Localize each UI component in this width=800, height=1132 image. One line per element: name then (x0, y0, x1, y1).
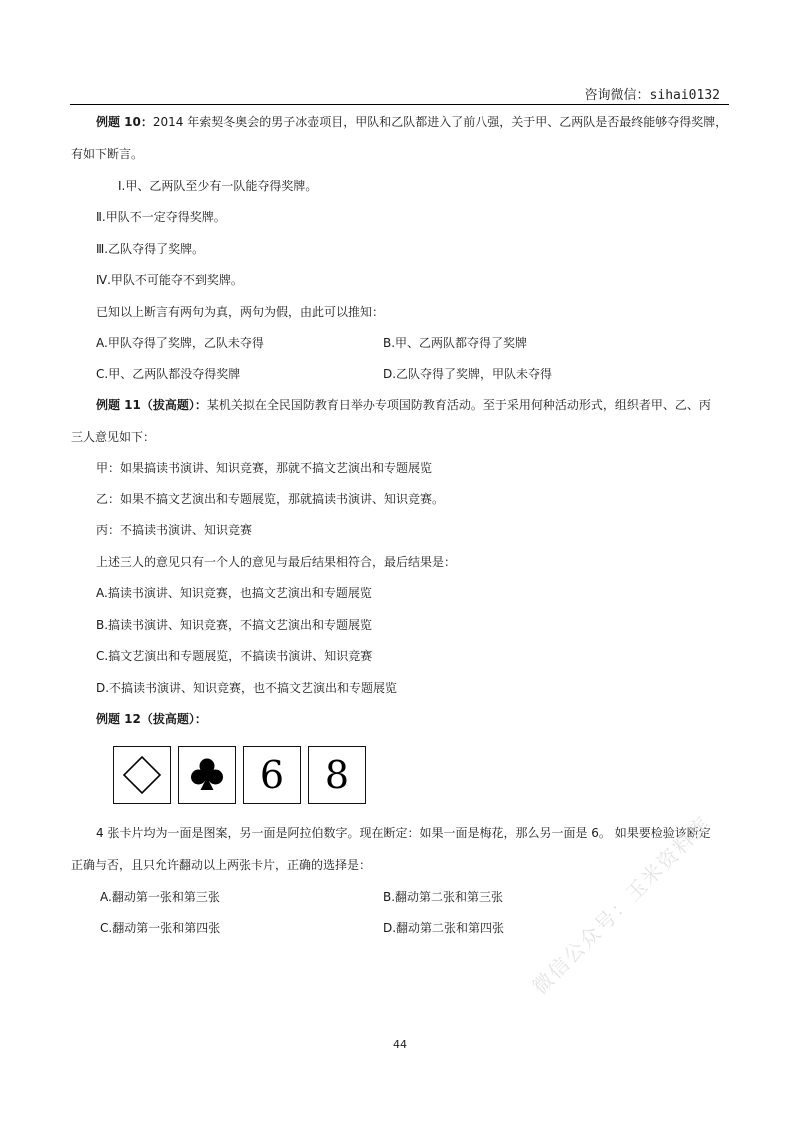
q12-stem-line2: 正确与否，且只允许翻动以上两张卡片，正确的选择是： (71, 858, 372, 872)
q11-opinion-yi: 乙：如果不搞文艺演出和专题展览，那就搞读书演讲、知识竞赛。 (96, 492, 445, 506)
q10-option-b: B.甲、乙两队都夺得了奖牌 (383, 336, 528, 350)
q12-label: 例题 12（拔高题）： (96, 712, 207, 726)
q11-question: 上述三人的意见只有一个人的意见与最后结果相符合，最后结果是： (96, 555, 457, 569)
q11-stem-text: 某机关拟在全民国防教育日举办专项国防教育活动。至于采用何种活动形式，组织者甲、乙、丙 (206, 398, 711, 412)
q10-stem-text: 2014 年索契冬奥会的男子冰壶项目，甲队和乙队都进入了前八强，关于甲、乙两队是否最终能够夺得奖牌， (152, 115, 728, 129)
q10-question: 已知以上断言有两句为真，两句为假，由此可以推知： (96, 305, 385, 319)
q10-statement-4: Ⅳ.甲队不可能夺不到奖牌。 (96, 273, 243, 287)
q10-statement-3: Ⅲ.乙队夺得了奖牌。 (96, 242, 205, 256)
q11-option-c: C.搞文艺演出和专题展览，不搞读书演讲、知识竞赛 (96, 649, 373, 663)
watermark: 微信公众号：玉米资料库 (527, 810, 716, 1000)
q10-stem-line2: 有如下断言。 (71, 147, 144, 161)
q10-statement-1: Ⅰ.甲、乙两队至少有一队能夺得奖牌。 (118, 179, 318, 193)
card-3-number: 6 (259, 753, 285, 797)
card-1 (113, 746, 171, 804)
q10-option-c: C.甲、乙两队都没夺得奖牌 (96, 367, 241, 381)
q11-stem-line1 (96, 398, 711, 412)
q12-option-b: B.翻动第二张和第三张 (383, 890, 504, 904)
q10-option-a: A.甲队夺得了奖牌，乙队未夺得 (96, 336, 264, 350)
header-contact: 咨询微信：sihai0132 (584, 88, 720, 103)
q11-opinion-jia: 甲：如果搞读书演讲、知识竞赛，那就不搞文艺演出和专题展览 (96, 461, 433, 475)
q11-stem-line2: 三人意见如下： (71, 430, 156, 444)
q12-stem-line1: 4 张卡片均为一面是图案，另一面是阿拉伯数字。现在断定：如果一面是梅花，那么另一面是 6。 如果要检验该断定 (96, 826, 711, 840)
header-divider (70, 104, 729, 105)
q11-opinion-bing: 丙：不搞读书演讲、知识竞赛 (96, 523, 253, 537)
q11-label: 例题 11（拔高题）： (96, 398, 207, 412)
card-4-number: 8 (324, 753, 350, 797)
q12-option-c: C.翻动第一张和第四张 (100, 921, 221, 935)
q11-option-b: B.搞读书演讲、知识竞赛，不搞文艺演出和专题展览 (96, 618, 373, 632)
q10-label: 例题 10： (96, 115, 153, 129)
club-icon (187, 755, 227, 795)
q11-option-d: D.不搞读书演讲、知识竞赛，也不搞文艺演出和专题展览 (96, 681, 398, 695)
q11-option-a: A.搞读书演讲、知识竞赛，也搞文艺演出和专题展览 (96, 586, 372, 600)
card-4 (308, 746, 366, 804)
q10-statement-2: Ⅱ.甲队不一定夺得奖牌。 (96, 210, 226, 224)
diamond-icon (122, 755, 162, 795)
q10-option-d: D.乙队夺得了奖牌，甲队未夺得 (383, 367, 553, 381)
card-3 (243, 746, 301, 804)
q10-stem-line1 (96, 115, 727, 129)
card-2 (178, 746, 236, 804)
q12-option-a: A.翻动第一张和第三张 (100, 890, 220, 904)
page-number: 44 (393, 1038, 407, 1051)
q12-option-d: D.翻动第二张和第四张 (383, 921, 505, 935)
